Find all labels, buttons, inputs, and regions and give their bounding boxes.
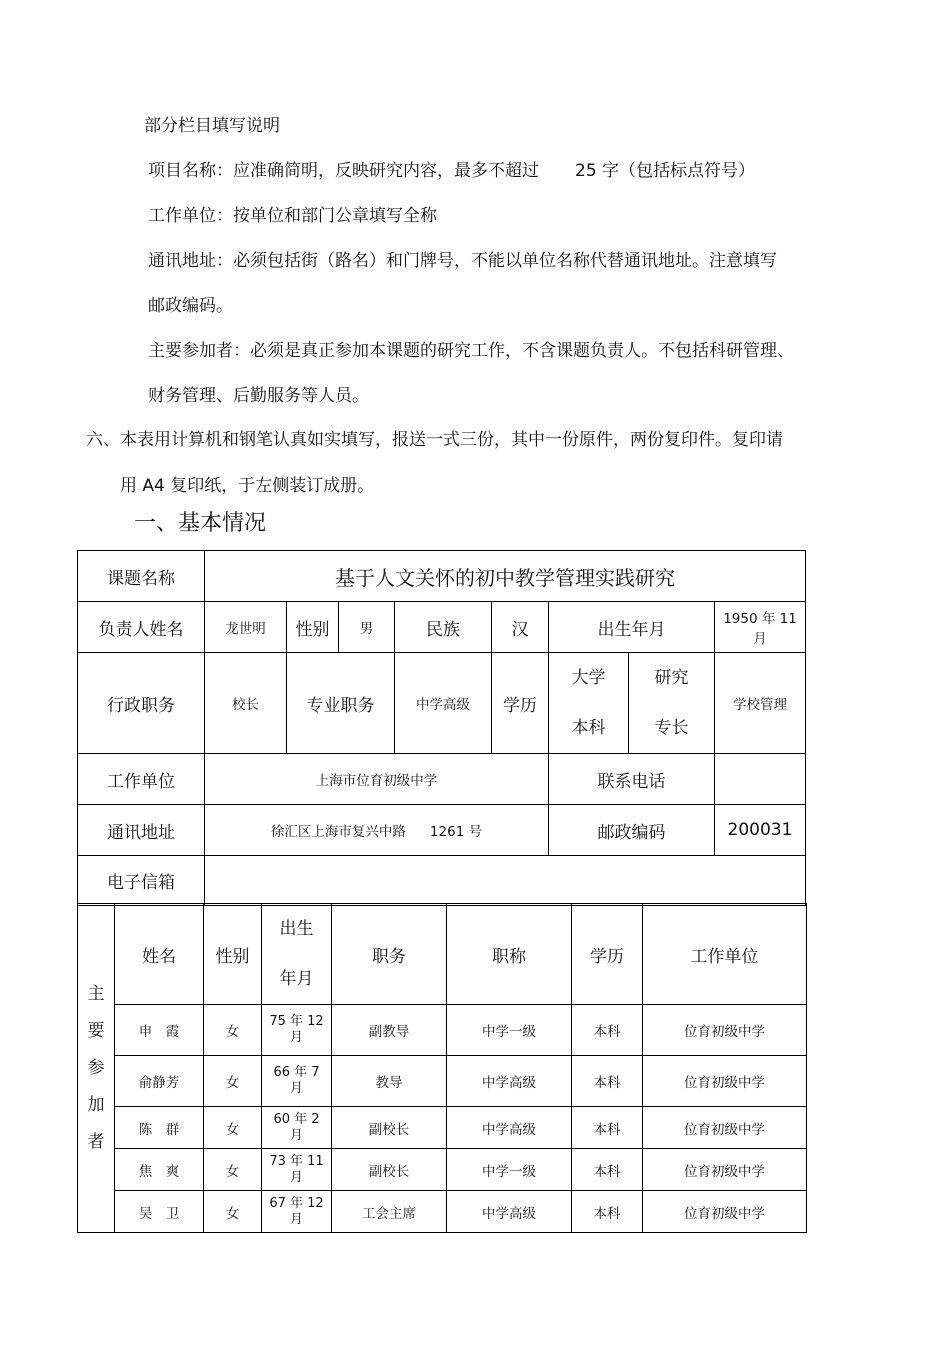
row-education: 本科 — [572, 1191, 643, 1233]
row-birth-line2: 月 — [289, 1030, 303, 1045]
table-row — [78, 1005, 807, 1056]
admin-title-label: 行政职务 — [78, 653, 205, 754]
postcode-label: 邮政编码 — [549, 805, 715, 856]
row-birth-line1: 66 年 7 — [273, 1065, 320, 1080]
gender-label: 性别 — [287, 602, 339, 653]
row-position: 副校长 — [332, 1149, 447, 1191]
header-title: 职称 — [447, 904, 572, 1005]
participants-table — [77, 903, 807, 1233]
table-row — [78, 1107, 807, 1149]
research-value: 学校管理 — [715, 653, 806, 754]
admin-title-value: 校长 — [205, 653, 287, 754]
row-birth-line1: 73 年 11 — [269, 1153, 324, 1169]
row-education: 本科 — [572, 1056, 643, 1107]
table-row — [78, 1191, 807, 1233]
education-value-line1: 大学 — [571, 668, 606, 688]
basic-info-table — [77, 550, 806, 906]
row-gender: 女 — [204, 1107, 262, 1149]
row-birth-line2: 月 — [289, 1169, 303, 1185]
postcode-value: 200031 — [715, 805, 806, 856]
row-title: 中学高级 — [447, 1056, 572, 1107]
instruction-participants-line1: 主要参加者：必须是真正参加本课题的研究工作，不含课题负责人。不包括科研管理、 — [148, 341, 794, 361]
row-name: 申 霞 — [115, 1005, 204, 1056]
row-title: 中学高级 — [447, 1107, 572, 1149]
side-char-4: 加 — [87, 1094, 105, 1115]
research-label-line2: 专长 — [654, 718, 689, 738]
instruction-project-name-text: 项目名称：应准确简明，反映研究内容，最多不超过 — [148, 161, 539, 181]
leader-label: 负责人姓名 — [78, 602, 205, 653]
topic-label: 课题名称 — [78, 551, 205, 602]
instruction-project-name-limit: 25 字（包括标点符号） — [575, 161, 756, 181]
instruction-workplace: 工作单位：按单位和部门公章填写全称 — [148, 206, 437, 226]
side-char-3: 参 — [87, 1057, 105, 1078]
header-position: 职务 — [332, 904, 447, 1005]
birth-label: 出生年月 — [549, 602, 715, 653]
row-workplace: 位育初级中学 — [643, 1107, 807, 1149]
row-birth — [262, 1107, 332, 1149]
table-row — [78, 1149, 807, 1191]
header-name: 姓名 — [115, 904, 204, 1005]
row-education: 本科 — [572, 1149, 643, 1191]
row-birth-line1: 75 年 12 — [269, 1014, 324, 1029]
prof-title-label: 专业职务 — [287, 653, 395, 754]
side-char-5: 者 — [87, 1131, 105, 1152]
instruction-participants-line2: 财务管理、后勤服务等人员。 — [148, 386, 369, 406]
table-row — [78, 1056, 807, 1107]
row-workplace: 位育初级中学 — [643, 1005, 807, 1056]
instruction-address-line1: 通讯地址：必须包括街（路名）和门牌号，不能以单位名称代替通讯地址。注意填写 — [148, 251, 777, 271]
header-gender: 性别 — [204, 904, 262, 1005]
prof-title-value: 中学高级 — [395, 653, 492, 754]
education-value-line2: 本科 — [571, 718, 606, 738]
row-birth — [262, 1149, 332, 1191]
instruction-six-line1: 六、本表用计算机和钢笔认真如实填写，报送一式三份，其中一份原件，两份复印件。复印请 — [86, 430, 783, 450]
birth-value: 1950 年 11 月 — [715, 602, 806, 653]
topic-value: 基于人文关怀的初中教学管理实践研究 — [205, 551, 806, 602]
instructions-heading: 部分栏目填写说明 — [144, 116, 280, 136]
ethnicity-label: 民族 — [395, 602, 492, 653]
ethnicity-value: 汉 — [492, 602, 549, 653]
education-value — [549, 653, 629, 754]
instruction-project-name — [148, 161, 755, 181]
email-value — [205, 856, 806, 906]
row-birth — [262, 1056, 332, 1107]
row-title: 中学一级 — [447, 1005, 572, 1056]
side-char-2: 要 — [87, 1020, 105, 1041]
research-label — [629, 653, 715, 754]
row-position: 工会主席 — [332, 1191, 447, 1233]
row-birth-line2: 月 — [289, 1127, 303, 1143]
row-education: 本科 — [572, 1005, 643, 1056]
row-name: 俞静芳 — [115, 1056, 204, 1107]
row-birth — [262, 1005, 332, 1056]
row-birth-line2: 月 — [289, 1081, 303, 1096]
header-birth-line1: 出生 — [279, 919, 314, 939]
row-education: 本科 — [572, 1107, 643, 1149]
participants-side-label — [78, 904, 115, 1233]
email-label: 电子信箱 — [78, 856, 205, 906]
header-birth — [262, 904, 332, 1005]
row-birth-line2: 月 — [289, 1211, 303, 1227]
workplace-value: 上海市位育初级中学 — [205, 754, 549, 805]
phone-label: 联系电话 — [549, 754, 715, 805]
row-position: 副教导 — [332, 1005, 447, 1056]
row-position: 教导 — [332, 1056, 447, 1107]
header-birth-line2: 年月 — [279, 969, 314, 989]
leader-value: 龙世明 — [205, 602, 287, 653]
section-title: 一、基本情况 — [134, 511, 267, 536]
row-workplace: 位育初级中学 — [643, 1056, 807, 1107]
side-char-1: 主 — [87, 983, 105, 1004]
row-name: 焦 爽 — [115, 1149, 204, 1191]
address-value — [205, 805, 549, 856]
row-gender: 女 — [204, 1191, 262, 1233]
row-name: 陈 群 — [115, 1107, 204, 1149]
research-label-line1: 研究 — [654, 668, 689, 688]
workplace-label: 工作单位 — [78, 754, 205, 805]
row-workplace: 位育初级中学 — [643, 1149, 807, 1191]
row-name: 吴 卫 — [115, 1191, 204, 1233]
phone-value — [715, 754, 806, 805]
row-title: 中学一级 — [447, 1149, 572, 1191]
instruction-address-line2: 邮政编码。 — [148, 296, 233, 316]
row-gender: 女 — [204, 1149, 262, 1191]
address-value-street: 徐汇区上海市复兴中路 — [270, 824, 406, 840]
row-workplace: 位育初级中学 — [643, 1191, 807, 1233]
instruction-six-line2: 用 A4 复印纸，于左侧装订成册。 — [120, 476, 375, 496]
row-gender: 女 — [204, 1056, 262, 1107]
row-gender: 女 — [204, 1005, 262, 1056]
education-label: 学历 — [492, 653, 549, 754]
header-workplace: 工作单位 — [643, 904, 807, 1005]
row-birth-line1: 60 年 2 — [273, 1111, 320, 1127]
row-birth-line1: 67 年 12 — [269, 1195, 324, 1211]
address-label: 通讯地址 — [78, 805, 205, 856]
address-value-number: 1261 号 — [429, 824, 483, 840]
row-position: 副校长 — [332, 1107, 447, 1149]
row-title: 中学高级 — [447, 1191, 572, 1233]
gender-value: 男 — [339, 602, 395, 653]
row-birth — [262, 1191, 332, 1233]
header-education: 学历 — [572, 904, 643, 1005]
